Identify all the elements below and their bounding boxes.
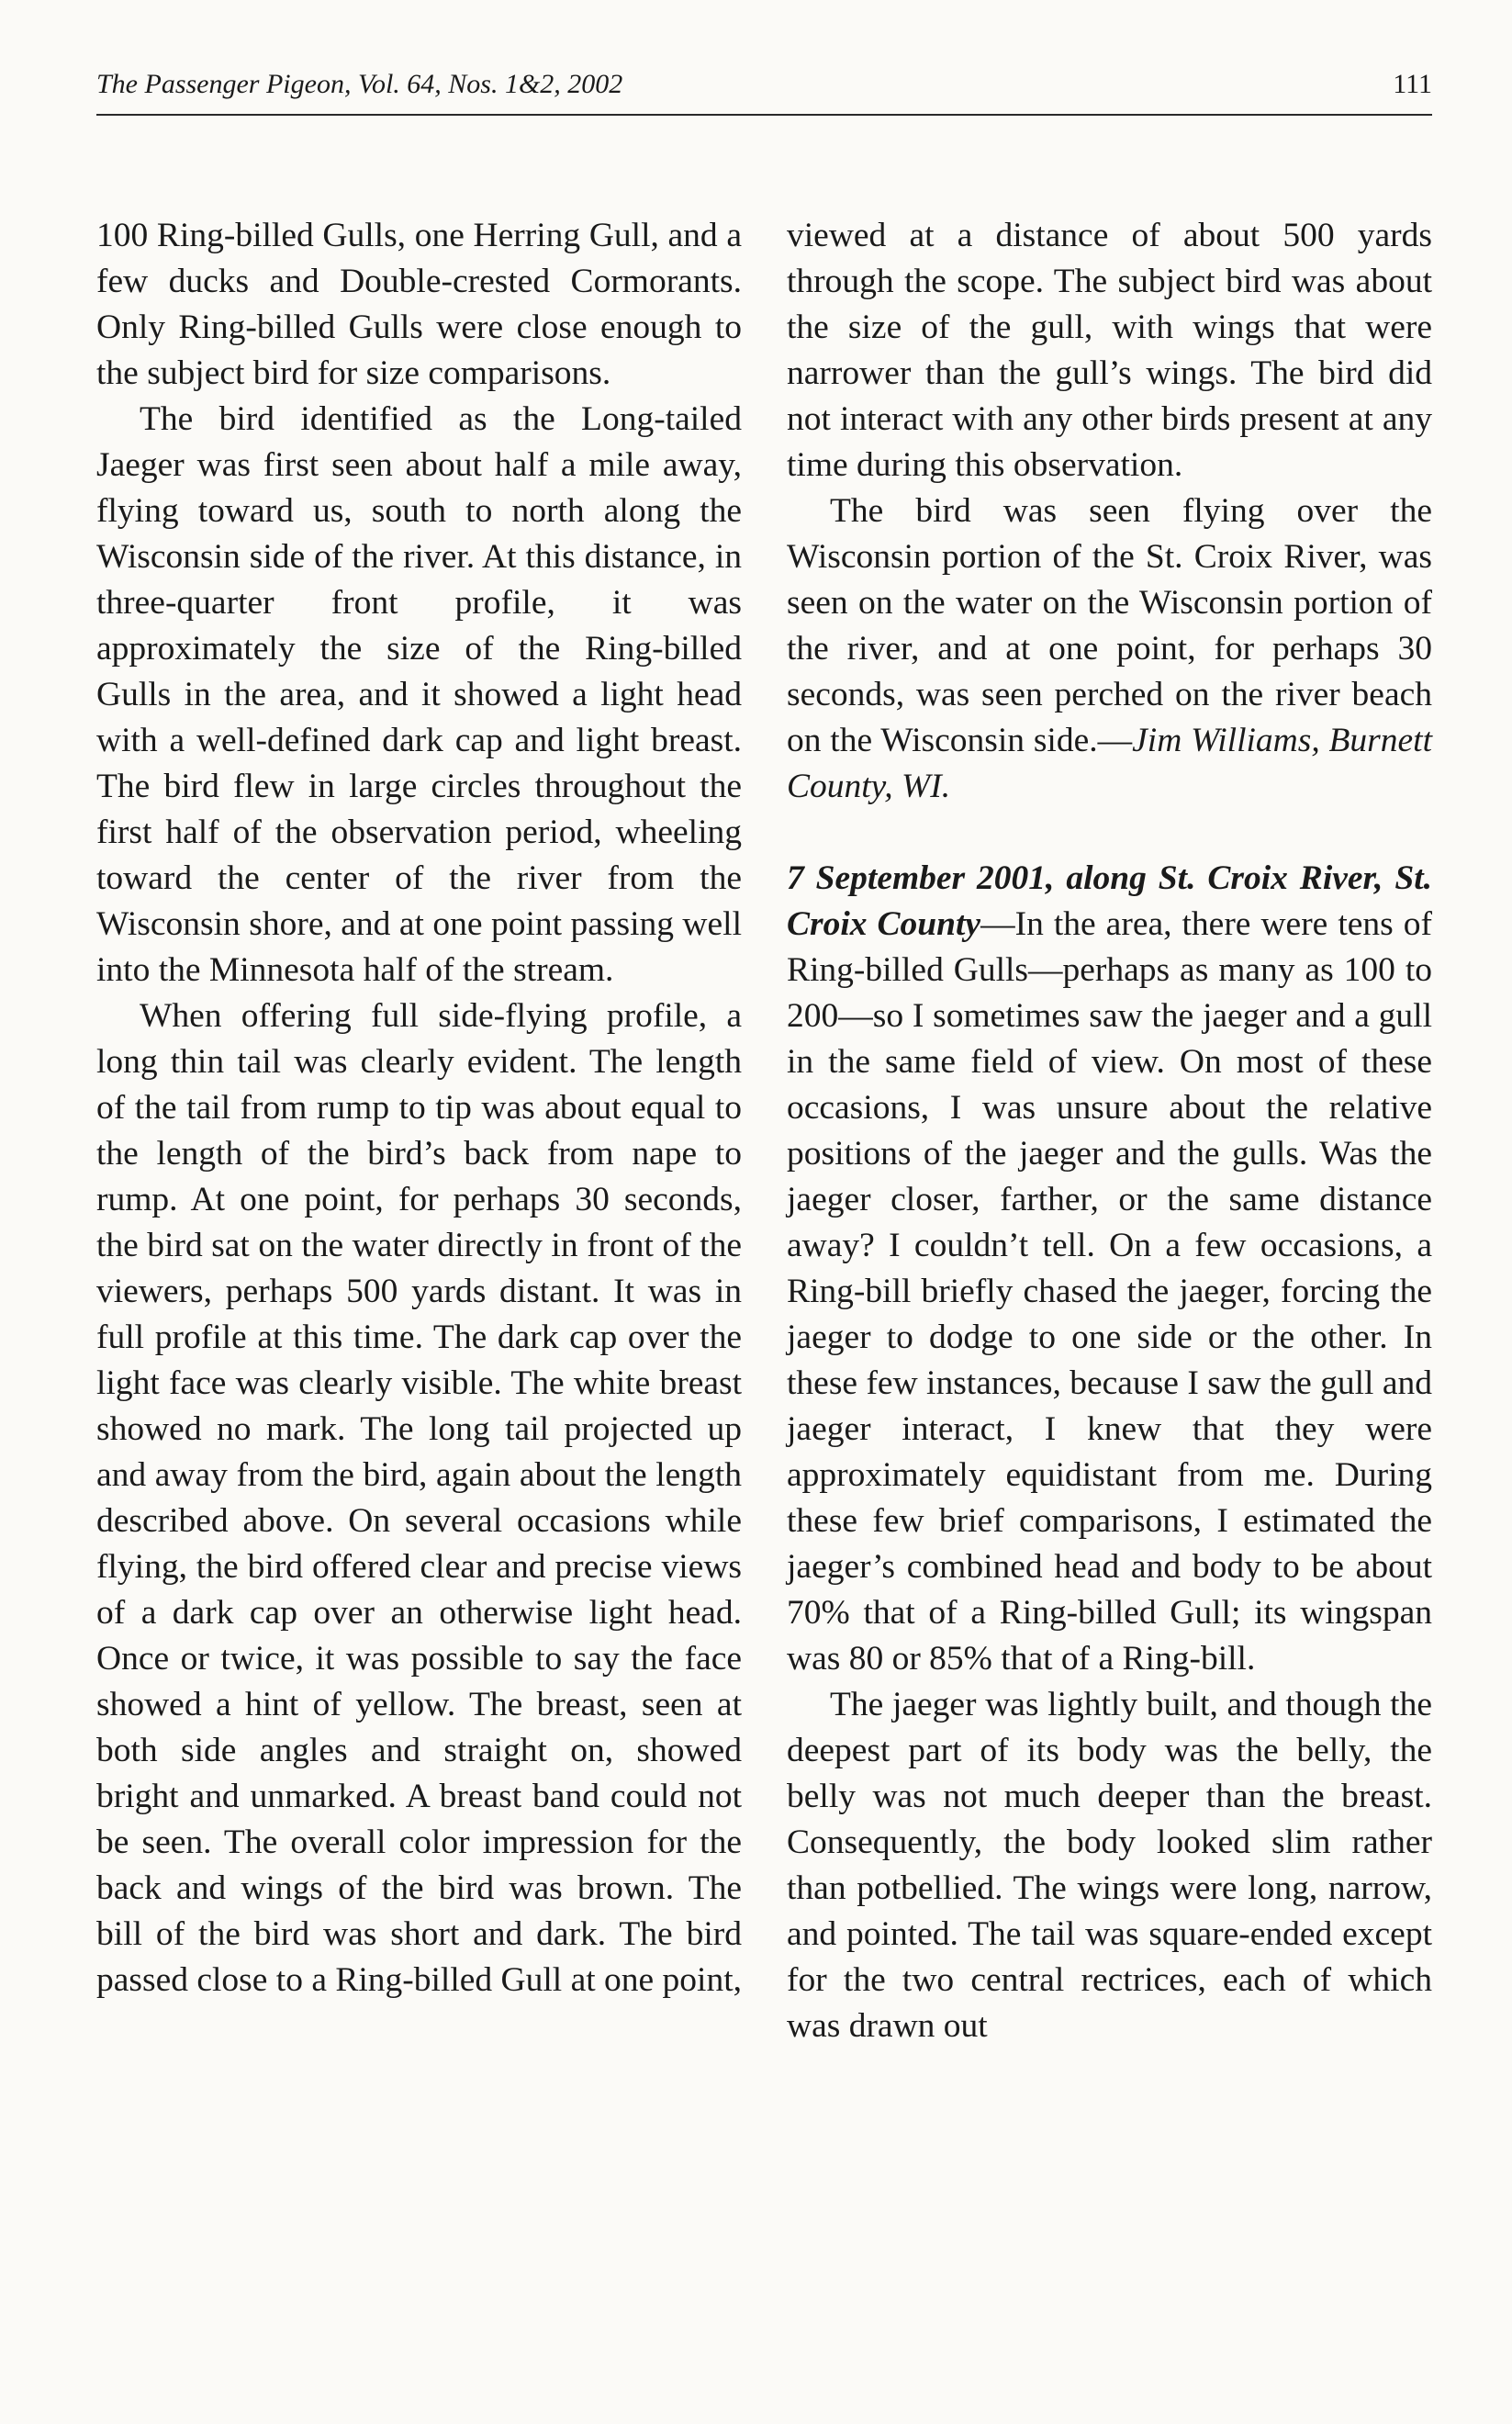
paragraph-continued: viewed at a distance of about 500 yards through the scope. The subject bird was about the size of the gull, with wings that were narrower than the gull’s wings. The bird did not interact with any other birds present at any time during this observation. <box>787 217 1432 484</box>
paragraph: When offering full side-flying profile, a long thin tail was clearly evident. The length of the tail from rump to tip was about equal to the length of the bird’s back from nape to rump. At one point, for perhaps 30 seconds, the bird sat on the water directly in front of the viewers, perhaps 500 yards distant. It was in full profile at this time. The dark cap over the light face was clearly visible. The white breast showed no mark. The long tail projected up and away from the bird, again about the length described above. On several occasions while flying, the bird offered clear and precise views of a dark cap over an otherwise light head. Once or twice, it was possible to say the face showed a hint of yellow. The breast, seen at both side angles and straight on, showed bright and unmarked. A breast band could not be seen. The overall color impression for the back and wings of the bird was brown. The bill of the bird was short and dark. The bird passed close to a Ring-billed Gull at one point, <box>96 997 742 1999</box>
observer-signature: Jim Williams, Burnett County, WI. <box>787 722 1432 805</box>
paragraph: The bird identified as the Long-tailed Jaeger was first seen about half a mile away, flying toward us, south to north along the Wisconsin side of the river. At this distance, in three-quarter front profile, it was approximately the size of the Ring-billed Gulls in the area, and it showed a light head with a well-defined dark cap and light breast. The bird flew in large circles throughout the first half of the observation period, wheeling toward the center of the river from the Wisconsin shore, and at one point passing well into the Minnesota half of the stream. <box>96 400 742 989</box>
report-date-location: 7 September 2001, along St. Croix River, St. Croix County <box>787 859 1432 943</box>
journal-citation: The Passenger Pigeon, Vol. 64, Nos. 1&2, 2002 <box>96 69 623 99</box>
paragraph: The jaeger was lightly built, and though the deepest part of its body was the belly, the belly was not much deeper than the breast. Consequently, the body looked slim rather than potbellied. The wings were long, narrow, and pointed. The tail was square-ended except for the two central rectrices, each of which was drawn out <box>787 1686 1432 2045</box>
page-number: 111 <box>1393 69 1432 99</box>
right-column <box>787 213 1432 2049</box>
report-paragraph <box>787 856 1432 1682</box>
paragraph-text: The bird was seen flying over the Wisconsin portion of the St. Croix River, was seen on the water on the Wisconsin portion of the river, and at one point, for perhaps 30 seconds, was seen perched on the river beach on the Wisconsin side.— <box>787 492 1432 759</box>
left-column <box>96 213 742 2003</box>
paragraph <box>787 488 1432 810</box>
paragraph-continued: 100 Ring-billed Gulls, one Herring Gull, and a few ducks and Double-crested Cormorants. Only Ring-billed Gulls were close enough to the subject bird for size comparisons. <box>96 217 742 392</box>
running-head <box>96 66 1432 116</box>
paragraph-text: —In the area, there were tens of Ring-billed Gulls—perhaps as many as 100 to 200—so I sometimes saw the jaeger and a gull in the same field of view. On most of these occasions, I was unsure about the relative positions of the jaeger and the gulls. Was the jaeger closer, farther, or the same distance away? I couldn’t tell. On a few occasions, a Ring-bill briefly chased the jaeger, forcing the jaeger to dodge to one side or the other. In these few instances, because I saw the gull and jaeger interact, I knew that they were approximately equidistant from me. During these few brief comparisons, I estimated the jaeger’s combined head and body to be about 70% that of a Ring-billed Gull; its wingspan was 80 or 85% that of a Ring-bill. <box>787 905 1433 1678</box>
